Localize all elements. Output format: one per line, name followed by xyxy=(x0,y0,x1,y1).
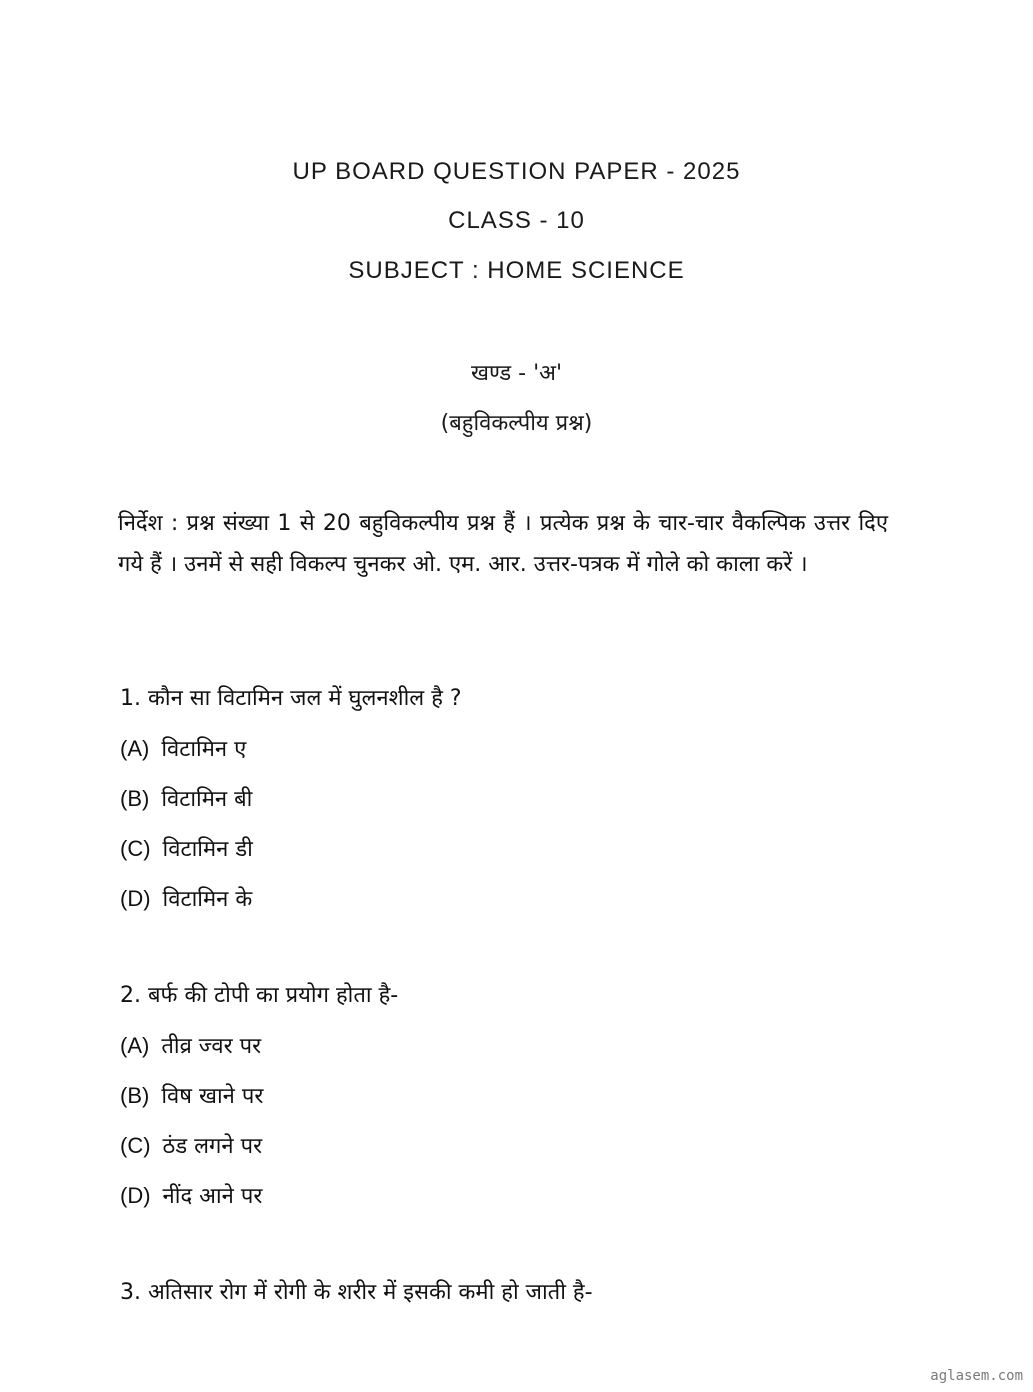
watermark-text: aglasem.com xyxy=(930,1368,1023,1384)
paper-title: UP BOARD QUESTION PAPER - 2025 xyxy=(292,158,741,185)
option-label: (A) xyxy=(120,736,150,761)
question-3-text: 3. अतिसार रोग में रोगी के शरीर में इसकी कमी हो जाती है- xyxy=(120,1280,593,1305)
option-text: विटामिन ए xyxy=(161,737,247,762)
option-label: (B) xyxy=(120,786,150,811)
question-2-option-b xyxy=(120,1080,920,1130)
option-text: तीव्र ज्वर पर xyxy=(161,1034,262,1059)
option-label: (B) xyxy=(120,1083,150,1108)
section-type: (बहुविकल्पीय प्रश्न) xyxy=(440,411,593,436)
question-2-option-c xyxy=(120,1130,920,1180)
question-2 xyxy=(120,980,920,1230)
option-label: (D) xyxy=(120,886,151,911)
section-heading: खण्ड - 'अ' xyxy=(470,361,563,386)
option-text: विटामिन के xyxy=(162,887,253,912)
option-label: (A) xyxy=(120,1033,150,1058)
option-text: विटामिन डी xyxy=(162,837,253,862)
question-1-text: 1. कौन सा विटामिन जल में घुलनशील है ? xyxy=(120,686,462,711)
instructions-paragraph: निर्देश : प्रश्न संख्या 1 से 20 बहुविकल्पीय प्रश्न हैं । प्रत्येक प्रश्न के चार-चार वैकल्पिक उत्तर दिए गये हैं । उनमें से सही विकल्प चुनकर ओ. एम. आर. उत्तर-पत्रक में गोले को काला करें । xyxy=(118,511,888,577)
option-text: ठंड लगने पर xyxy=(162,1134,263,1159)
question-2-option-a xyxy=(120,1030,920,1080)
option-text: नींद आने पर xyxy=(162,1184,263,1209)
option-label: (D) xyxy=(120,1183,151,1208)
question-1 xyxy=(120,683,920,933)
question-1-option-d xyxy=(120,883,920,933)
question-2-text: 2. बर्फ की टोपी का प्रयोग होता है- xyxy=(120,983,399,1008)
option-text: विष खाने पर xyxy=(161,1084,264,1109)
class-label: CLASS - 10 xyxy=(448,207,585,234)
option-label: (C) xyxy=(120,836,151,861)
question-1-option-a xyxy=(120,733,920,783)
question-2-option-d xyxy=(120,1180,920,1230)
option-text: विटामिन बी xyxy=(161,787,253,812)
question-3 xyxy=(120,1277,920,1327)
question-1-option-c xyxy=(120,833,920,883)
option-label: (C) xyxy=(120,1133,151,1158)
subject-label: SUBJECT : HOME SCIENCE xyxy=(348,257,685,284)
question-1-option-b xyxy=(120,783,920,833)
